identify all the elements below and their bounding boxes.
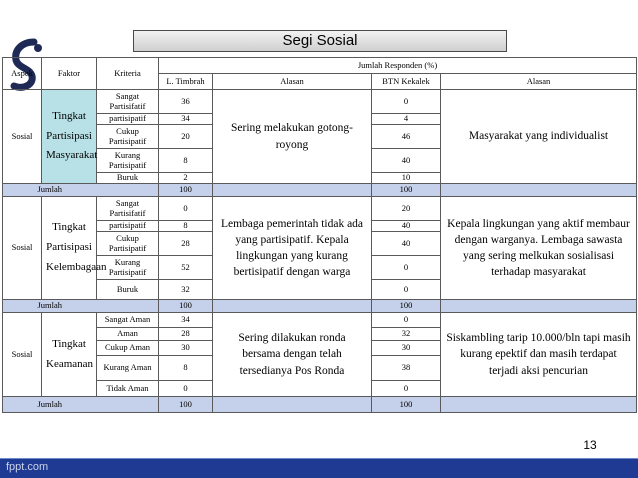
alasan-l-timbrah: Lembaga pemerintah tidak ada yang partisipatif. Kepala lingkungan yang kurang bertisipatif dengan warga [213,197,372,300]
kriteria-cell: Buruk [97,173,159,184]
btn-kekalek-value: 10 [372,173,441,184]
btn-kekalek-value: 0 [372,313,441,328]
btn-kekalek-value: 0 [372,256,441,280]
kriteria-cell: Sangat Partisifatif [97,90,159,114]
btn-kekalek-value: 20 [372,197,441,221]
total-l-timbrah: 100 [159,300,213,313]
alasan-l-timbrah: Sering melakukan gotong-royong [213,90,372,184]
l-timbrah-value: 20 [159,125,213,149]
kriteria-cell: Tidak Aman [97,381,159,397]
btn-kekalek-value: 0 [372,90,441,114]
faktor-cell: Tingkat Partisipasi Kelembagaan [42,197,97,300]
l-timbrah-value: 34 [159,114,213,125]
btn-kekalek-value: 38 [372,356,441,381]
faktor-cell: Tingkat Keamanan [42,313,97,397]
table-row [3,313,637,328]
kriteria-cell: Aman [97,328,159,341]
l-timbrah-value: 34 [159,313,213,328]
total-spacer [97,184,159,197]
footer-divider [0,458,638,459]
alasan-btn-kekalek: Kepala lingkungan yang aktif membaur dengan warganya. Lembaga sawasta yang sering melkukan sosialisasi terhadap masyarakat [441,197,637,300]
table-row [3,90,637,114]
total-btn-kekalek: 100 [372,397,441,413]
aspek-cell: Sosial [3,90,42,184]
header-btn-kekalek: BTN Kekalek [372,74,441,90]
kriteria-cell: Kurang Partisipatif [97,256,159,280]
total-spacer [441,397,637,413]
total-spacer [441,184,637,197]
kriteria-cell: Cukup Partisipatif [97,232,159,256]
btn-kekalek-value: 40 [372,232,441,256]
header-alasan-2: Alasan [441,74,637,90]
table-row [3,197,637,221]
total-spacer [97,397,159,413]
total-row [3,184,637,197]
aspek-cell: Sosial [3,313,42,397]
total-btn-kekalek: 100 [372,300,441,313]
kriteria-cell: Buruk [97,280,159,300]
header-row-1 [3,58,637,74]
kriteria-cell: partisipatif [97,221,159,232]
alasan-btn-kekalek: Siskambling tarip 10.000/bln tapi masih kurang epektif dan masih terdapat terjadi aksi pencurian [441,313,637,397]
btn-kekalek-value: 0 [372,381,441,397]
responden-table [2,57,637,413]
alasan-l-timbrah: Sering dilakukan ronda bersama dengan telah tersedianya Pos Ronda [213,313,372,397]
kriteria-cell: Sangat Partisifatif [97,197,159,221]
l-timbrah-value: 0 [159,197,213,221]
l-timbrah-value: 52 [159,256,213,280]
kriteria-cell: partisipatif [97,114,159,125]
btn-kekalek-value: 40 [372,149,441,173]
kriteria-cell: Kurang Aman [97,356,159,381]
btn-kekalek-value: 40 [372,221,441,232]
total-label: Jumlah [3,397,97,413]
faktor-cell: Tingkat Partisipasi Masyarakat [42,90,97,184]
l-timbrah-value: 8 [159,356,213,381]
header-l-timbrah: L. Timbrah [159,74,213,90]
l-timbrah-value: 36 [159,90,213,114]
kriteria-cell: Sangat Aman [97,313,159,328]
btn-kekalek-value: 0 [372,280,441,300]
total-row [3,397,637,413]
alasan-btn-kekalek: Masyarakat yang individualist [441,90,637,184]
total-spacer [213,300,372,313]
btn-kekalek-value: 46 [372,125,441,149]
total-spacer [213,397,372,413]
l-timbrah-value: 32 [159,280,213,300]
header-alasan-1: Alasan [213,74,372,90]
total-spacer [213,184,372,197]
l-timbrah-value: 0 [159,381,213,397]
btn-kekalek-value: 30 [372,341,441,356]
btn-kekalek-value: 32 [372,328,441,341]
slide-title: Segi Sosial [133,30,507,52]
kriteria-cell: Kurang Partisipatif [97,149,159,173]
header-aspek: Aspek [3,58,42,90]
kriteria-cell: Cukup Aman [97,341,159,356]
total-label: Jumlah [3,184,97,197]
l-timbrah-value: 8 [159,221,213,232]
total-spacer [97,300,159,313]
btn-kekalek-value: 4 [372,114,441,125]
total-l-timbrah: 100 [159,397,213,413]
total-btn-kekalek: 100 [372,184,441,197]
total-spacer [441,300,637,313]
page-number: 13 [583,438,597,452]
header-faktor: Faktor [42,58,97,90]
header-jumlah-responden: Jumlah Responden (%) [159,58,637,74]
l-timbrah-value: 2 [159,173,213,184]
header-kriteria: Kriteria [97,58,159,90]
total-row [3,300,637,313]
l-timbrah-value: 28 [159,328,213,341]
l-timbrah-value: 30 [159,341,213,356]
total-l-timbrah: 100 [159,184,213,197]
l-timbrah-value: 28 [159,232,213,256]
aspek-cell: Sosial [3,197,42,300]
total-label: Jumlah [3,300,97,313]
footer-brand: fppt.com [6,461,49,473]
l-timbrah-value: 8 [159,149,213,173]
kriteria-cell: Cukup Partisipatif [97,125,159,149]
